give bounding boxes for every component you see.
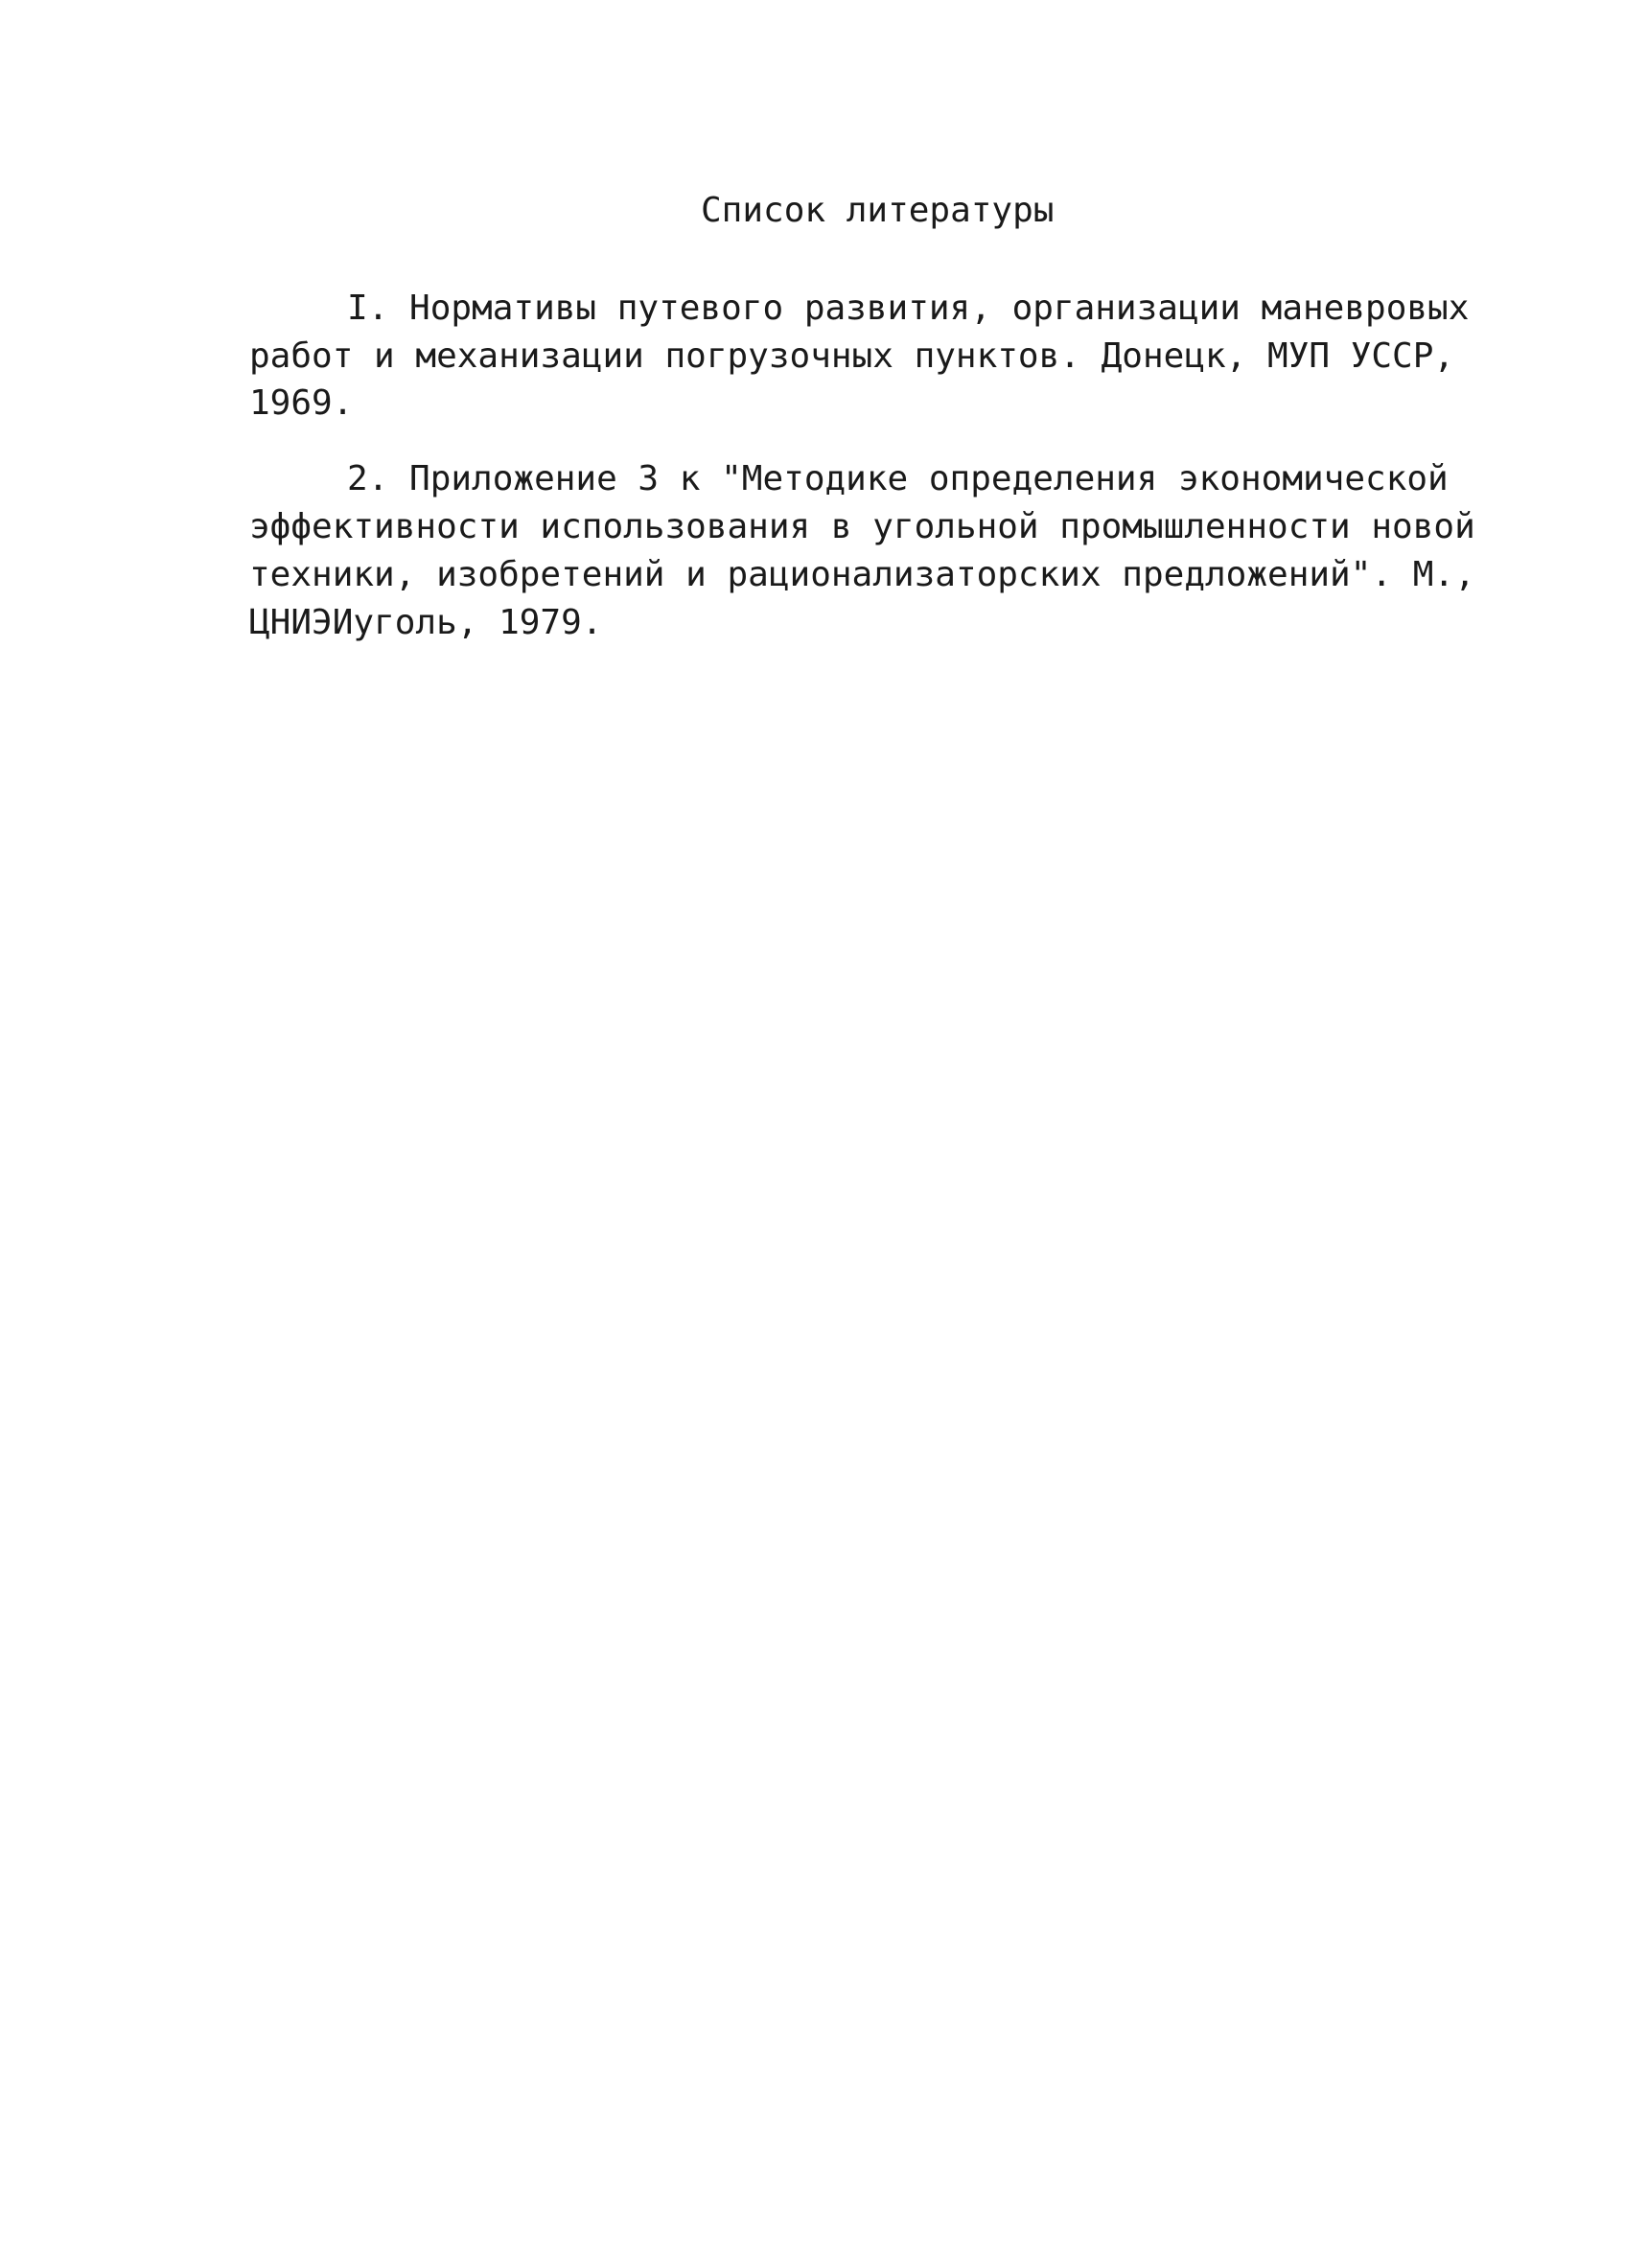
reference-1-line-2: работ и механизации погрузочных пунктов. Донецк, МУП УССР, (249, 336, 1455, 376)
reference-2-line-3: техники, изобретений и рационализаторских предложений". М., (249, 555, 1475, 594)
page-title: Список литературы (701, 191, 1055, 230)
reference-2-line-1: 2. Приложение 3 к "Методике определения экономической (347, 459, 1449, 498)
reference-1-line-1: I. Нормативы путевого развития, организации маневровых (347, 289, 1470, 328)
reference-2-line-4: ЦНИЭИуголь, 1979. (249, 603, 603, 642)
reference-2-line-2: эффективности использования в угольной промышленности новой (249, 507, 1475, 546)
reference-1-line-3: 1969. (249, 383, 354, 423)
